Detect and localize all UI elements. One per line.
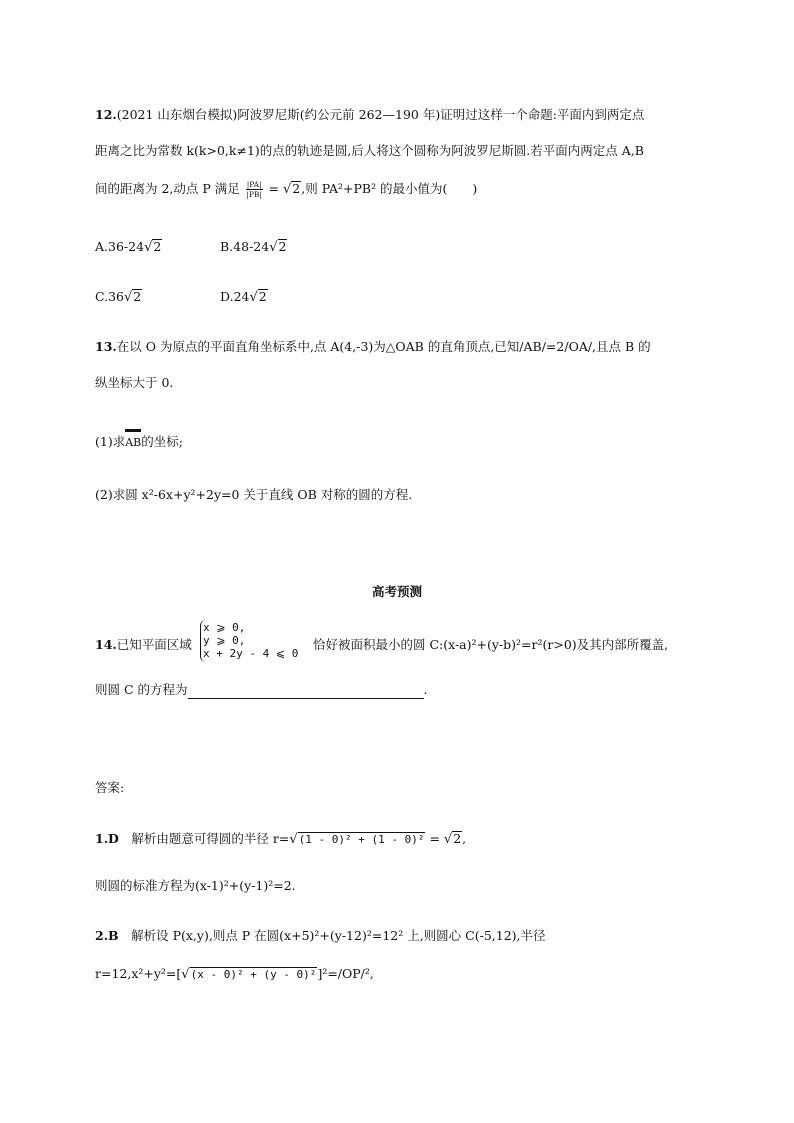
inequality-system <box>203 621 298 660</box>
answer-blank <box>188 686 424 699</box>
inequality-3: x + 2y - 4 ⩽ 0 <box>203 647 299 660</box>
q13-number: 13. <box>95 339 117 354</box>
q13-line2 <box>95 374 173 392</box>
sqrt-symbol: √2 <box>283 181 301 197</box>
fraction-denominator: |PB| <box>246 190 262 199</box>
option-d: D.24√2 <box>220 289 267 305</box>
q12-line3 <box>95 180 477 199</box>
sqrt-value: 2 <box>292 181 301 196</box>
sqrt-symbol: √(1 - 0)² + (1 - 0)² <box>289 832 425 847</box>
q12-text3a: 间的距离为 2,动点 P 满足 <box>95 181 240 196</box>
q13-sub1: (1)求 AB的坐标; <box>95 433 183 452</box>
answer-2-line1: 2.B 解析设 P(x,y),则点 P 在圆(x+5)²+(y-12)²=12² 上,则圆心 C(-5,12),半径 <box>95 928 546 943</box>
answer-1-line1: 1.D 解析由题意可得圆的半径 r=√(1 - 0)² + (1 - 0)² = √2, <box>95 831 467 847</box>
answer-2-line2: r=12,x²+y²=[√(x - 0)² + (y - 0)²]²=/OP/², <box>95 966 374 982</box>
fraction-numerator: |PA| <box>246 180 262 189</box>
option-b: B.48-24√2 <box>220 239 287 255</box>
q13-text1: 在以 O 为原点的平面直角坐标系中,点 A(4,-3)为△OAB 的直角顶点,已知/AB/=2/OA/,且点 B 的 <box>116 339 651 354</box>
q14-post: 恰好被面积最小的圆 C:(x-a)²+(y-b)²=r²(r>0)及其内部所覆盖, <box>313 637 669 652</box>
section-title: 高考预测 <box>371 584 422 599</box>
q13-line1 <box>95 338 651 356</box>
option-a: A.36-24√2 <box>95 239 162 255</box>
q12-text3c: ,则 PA²+PB² 的最小值为( ) <box>301 181 478 196</box>
vector-ab: AB <box>125 433 141 452</box>
q12-equals: = <box>264 181 283 196</box>
q12-text2: 距离之比为常数 k(k>0,k≠1)的点的轨迹是圆,后人将这个圆称为阿波罗尼斯圆.若平面内两定点 A,B <box>95 143 644 158</box>
answer-2-label: 2.B <box>95 928 119 943</box>
q14-number: 14. <box>95 637 117 652</box>
q13-text-sub2: (2)求圆 x²-6x+y²+2y=0 关于直线 OB 对称的圆的方程. <box>95 487 413 502</box>
q12-line2 <box>95 142 644 160</box>
sqrt-symbol: √(x - 0)² + (y - 0)² <box>181 967 317 982</box>
inequality-2: y ⩾ 0, <box>203 634 246 647</box>
q13-sub2 <box>95 486 412 504</box>
q12-fraction <box>246 180 263 199</box>
q14-line2: 则圆 C 的方程为 . <box>95 682 428 697</box>
q14-pre: 已知平面区域 <box>116 637 192 652</box>
q13-text2: 纵坐标大于 0. <box>95 375 174 390</box>
inequality-1: x ⩾ 0, <box>203 621 246 634</box>
answer-1-line2: 则圆的标准方程为(x-1)²+(y-1)²=2. <box>95 878 296 893</box>
q12-number: 12. <box>95 107 117 122</box>
q12-text1: (2021 山东烟台模拟)阿波罗尼斯(约公元前 262—190 年)证明过这样一个命题:平面内到两定点 <box>116 107 645 122</box>
q12-options-row1 <box>95 238 287 257</box>
answers-title: 答案: <box>95 780 125 795</box>
q12-options-row2 <box>95 288 267 307</box>
option-c: C.36√2 <box>95 289 142 305</box>
answer-1-label: 1.D <box>95 831 119 846</box>
q12-line1 <box>95 106 644 124</box>
q14-line1 <box>95 636 192 654</box>
